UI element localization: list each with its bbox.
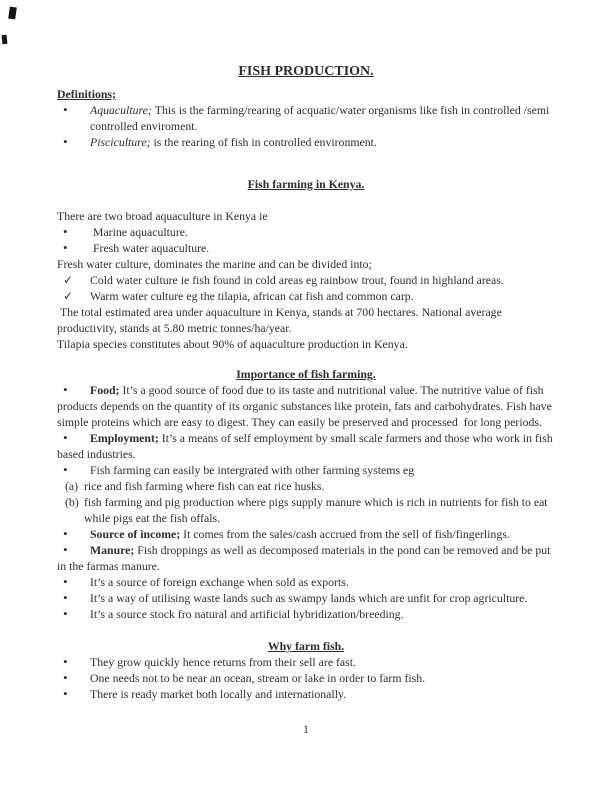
list-item <box>57 288 555 304</box>
text-run: It’s a means of self employment by small scale farmers and those who work in fish based industries. <box>57 430 556 461</box>
text-run: fish farming and pig production where pigs supply manure which is rich in nutrients for fish to eat while pigs eat the fish offals. <box>84 494 551 525</box>
text-run: It’s a way of utilising waste lands such as swampy lands which are unfit for crop agriculture. <box>90 590 528 605</box>
check-icon: ✓ <box>63 272 73 287</box>
bullet-icon: • <box>63 573 68 589</box>
text-run: Source of income; <box>90 526 184 541</box>
list-item <box>57 430 555 462</box>
spacer <box>57 622 555 638</box>
text-run: Marine aquaculture. <box>90 224 188 239</box>
bullet-icon: • <box>63 525 68 541</box>
text-run: It’s a source of foreign exchange when sold as exports. <box>90 574 349 589</box>
text-run: Pisciculture; <box>90 135 154 149</box>
bullet-icon: • <box>63 541 68 557</box>
spacer <box>57 352 555 366</box>
sub-heading: Definitions; <box>57 87 116 101</box>
bullet-icon: • <box>63 669 68 685</box>
list-item <box>57 686 555 702</box>
bullet-icon: • <box>63 223 68 239</box>
list-item <box>57 462 555 478</box>
bullet-icon: • <box>63 134 68 149</box>
text-run: There is ready market both locally and internationally. <box>90 686 347 701</box>
list-item <box>57 382 555 430</box>
bullet-icon: • <box>63 589 68 605</box>
text-run: Warm water culture eg the tilapia, african cat fish and common carp. <box>90 288 414 303</box>
bullet-icon: • <box>63 102 68 117</box>
text-run: It’s a source stock fro natural and artificial hybridization/breeding. <box>90 606 404 621</box>
text-run: Fresh water aquaculture. <box>90 240 210 255</box>
section-heading: Importance of fish farming. <box>236 366 376 381</box>
list-item <box>57 134 555 150</box>
list-item <box>57 574 555 590</box>
bullet-icon: • <box>63 461 68 477</box>
list-item <box>57 494 555 526</box>
text-run: They grow quickly hence returns from their sell are fast. <box>90 654 356 669</box>
text-run: Fish farming can easily be intergrated with other farming systems eg <box>90 462 415 477</box>
text-run: Manure; <box>90 542 138 557</box>
section-heading: Fish farming in Kenya. <box>247 176 365 191</box>
paragraph: There are two broad aquaculture in Kenya ie <box>57 208 268 223</box>
list-item <box>57 224 555 240</box>
text-run: Food; <box>90 382 123 397</box>
check-icon: ✓ <box>63 288 73 303</box>
paragraph: The total estimated area under aquaculture in Kenya, stands at 700 hectares. National average productivity, stands at 5.80 metric tonnes/ha/year. <box>57 304 505 335</box>
text-run: Cold water culture ie fish found in cold areas eg rainbow trout, found in highland areas. <box>90 272 504 287</box>
paragraph: Fresh water culture, dominates the marine and can be divided into; <box>57 256 372 271</box>
list-item <box>57 240 555 256</box>
alpha-marker: (b) <box>65 494 79 509</box>
document-title: FISH PRODUCTION. <box>238 64 374 79</box>
text-run: It comes from the sales/cash accrued from the sell of fish/fingerlings. <box>183 526 510 541</box>
list-item <box>57 526 555 542</box>
spacer <box>57 192 555 208</box>
text-run: Employment; <box>90 430 162 445</box>
bullet-icon: • <box>63 685 68 701</box>
paragraph: Tilapia species constitutes about 90% of aquaculture production in Kenya. <box>57 336 408 351</box>
scan-artifact-icon <box>2 35 8 44</box>
list-item <box>57 542 555 574</box>
text-run: It’s a good source of food due to its taste and nutritional value. The nutritive value of fish products depends on the quantity of its organic substances like protein, fats and carbohydrates. Fish have simple proteins which are easy to digest. They can easily be preserved and processed for long periods. <box>57 382 555 429</box>
list-item <box>57 654 555 670</box>
text-run: is the rearing of fish in controlled environment. <box>153 135 377 149</box>
list-item <box>57 272 555 288</box>
text-run: Aquaculture; <box>90 103 155 117</box>
bullet-icon: • <box>63 239 68 255</box>
spacer <box>57 150 555 176</box>
section-heading: Why farm fish. <box>267 638 345 653</box>
list-item <box>57 590 555 606</box>
bullet-icon: • <box>63 429 68 445</box>
bullet-icon: • <box>63 381 68 397</box>
text-run: One needs not to be near an ocean, stream or lake in order to farm fish. <box>90 670 426 685</box>
list-item <box>57 102 555 134</box>
text-run: rice and fish farming where fish can eat rice husks. <box>84 478 325 493</box>
text-run: This is the farming/rearing of acquatic/water organisms like fish in controlled /semi controlled enviroment. <box>90 103 553 133</box>
alpha-marker: (a) <box>65 478 79 493</box>
bullet-icon: • <box>63 653 68 669</box>
page-number: 1 <box>303 722 309 736</box>
bullet-icon: • <box>63 605 68 621</box>
list-item <box>57 670 555 686</box>
list-item <box>57 606 555 622</box>
scan-artifact-icon <box>8 7 17 20</box>
document-content <box>57 86 555 702</box>
text-run: Fish droppings as well as decomposed materials in the pond can be removed and be put in the farmas manure. <box>57 542 554 573</box>
list-item <box>57 478 555 494</box>
